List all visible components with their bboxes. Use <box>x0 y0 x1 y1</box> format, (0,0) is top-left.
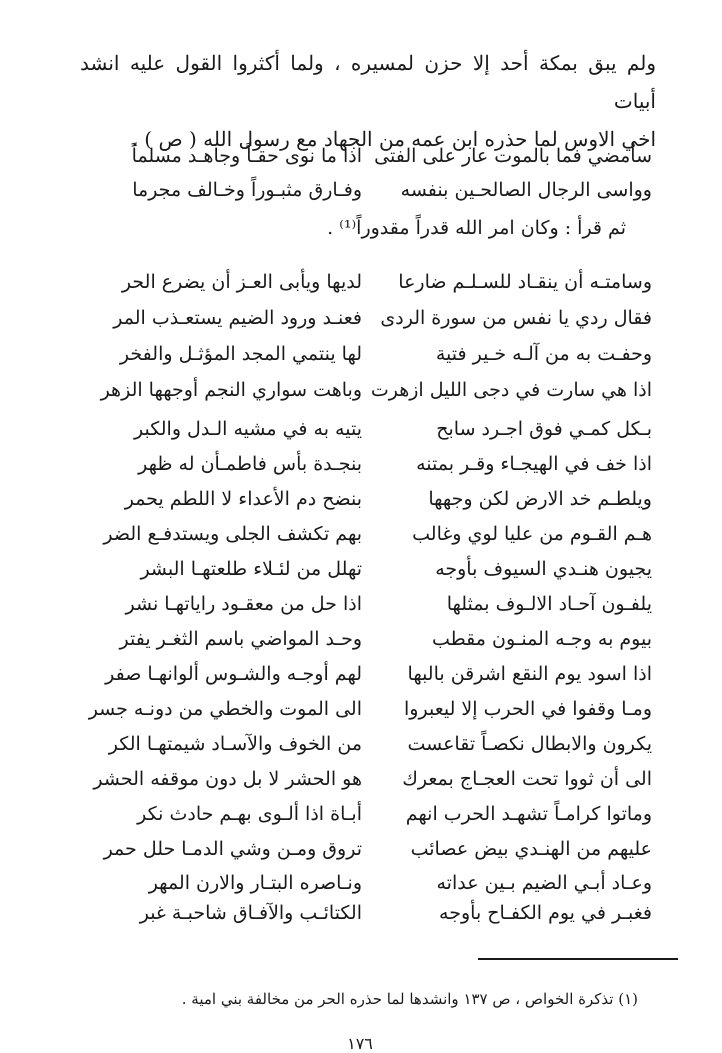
verse-first-hemistich: فقال ردي يا نفس من سورة الردى <box>380 307 652 329</box>
verse-first-hemistich: هـم القـوم من عليا لوي وغالب <box>412 523 652 545</box>
verse-second-hemistich: بهم تكشف الجلى ويستدفـع الضر <box>103 523 362 545</box>
verse <box>0 764 722 794</box>
verse <box>0 554 722 584</box>
verse-first-hemistich: وماتوا كرامـاً تشهـد الحرب انهم <box>405 803 652 825</box>
verse-first-hemistich: يجيون هنـدي السيوف بأوجه <box>435 558 652 580</box>
intro-line-2: اخي الاوس لما حذره ابن عمه من الجهاد مع رسول الله ( ص ) . <box>131 127 656 151</box>
verse-second-hemistich: ونـاصره البتـار والارن المهر <box>148 872 362 894</box>
verse-second-hemistich: تروق ومـن وشي الدمـا حلل حمر <box>103 838 362 860</box>
verse <box>0 484 722 514</box>
verse <box>0 799 722 829</box>
verse-first-hemistich: ومـا وقفوا في الحرب إلا ليعبروا <box>404 698 652 720</box>
footnote-divider <box>478 958 678 960</box>
quran-quote-line: ثم قرأ : وكان امر الله قدراً مقدوراً⁽¹⁾ . <box>327 217 626 239</box>
verse-first-hemistich: فغبـر في يوم الكفـاح بأوجه <box>439 902 652 924</box>
verse <box>0 898 722 928</box>
verse <box>0 624 722 654</box>
verse <box>0 339 722 369</box>
verse-second-hemistich: الى الموت والخطي من دونـه جسر <box>88 698 362 720</box>
verse-second-hemistich: أبـاة اذا ألـوى بهـم حادث نكر <box>137 803 362 825</box>
verse <box>0 414 722 444</box>
verse-second-hemistich: اذا حل من معقـود راياتهـا نشر <box>125 593 362 615</box>
verse-first-hemistich: يكرون والابطال نكصـاً تقاعست <box>407 733 652 755</box>
verse-first-hemistich: ويلطـم خد الارض لكن وجهها <box>428 488 652 510</box>
verse-first-hemistich: الى أن ثووا تحت العجـاج بمعرك <box>402 768 652 790</box>
verse-second-hemistich: تهلل من لئـلاء طلعتهـا البشر <box>140 558 362 580</box>
verse <box>0 141 722 171</box>
verse-first-hemistich: وسامتـه أن ينقـاد للسـلـم ضارعا <box>398 271 652 293</box>
verse <box>0 868 722 898</box>
verse <box>0 834 722 864</box>
verse-first-hemistich: وواسى الرجال الصالحـين بنفسه <box>400 179 652 201</box>
verse-first-hemistich: اذا خف في الهيجـاء وقـر بمتنه <box>416 453 652 475</box>
verse <box>0 729 722 759</box>
verse <box>0 375 722 405</box>
verse-second-hemistich: يتيه به في مشيه الـدل والكبر <box>134 418 362 440</box>
verse-second-hemistich: اذا ما نوى حقـاً وجاهـد مسلماً <box>131 145 362 167</box>
verse-second-hemistich: بنجـدة بأس فاطمـأن له ظهر <box>138 453 362 475</box>
page-number: ١٧٦ <box>347 1034 373 1053</box>
verse-first-hemistich: اذا هي سارت في دجى الليل ازهرت <box>370 379 652 401</box>
verse-second-hemistich: وباهت سواري النجم أوجهها الزهر <box>100 379 362 401</box>
verse-second-hemistich: وحـد المواضي باسم الثغـر يفتر <box>119 628 362 650</box>
verse <box>0 267 722 297</box>
verse-second-hemistich: من الخوف والآسـاد شيمتهـا الكر <box>108 733 362 755</box>
verse-second-hemistich: الكتائـب والآفـاق شاحبـة غبر <box>139 902 362 924</box>
intro-line-1: ولم يبق بمكة أحد إلا حزن لمسيره ، ولما أكثروا القول عليه انشد أبيات <box>80 51 656 113</box>
verse <box>0 589 722 619</box>
verse-first-hemistich: عليهم من الهنـدي بيض عصائب <box>410 838 652 860</box>
verse-second-hemistich: لهم أوجـه والشـوس ألوانهـا صفر <box>105 663 362 685</box>
verse-second-hemistich: بنضح دم الأعداء لا اللطم يحمر <box>124 488 362 510</box>
verse-second-hemistich: لديها ويأبى العـز أن يضرع الحر <box>121 271 362 293</box>
footnote: (١) تذكرة الخواص ، ص ١٣٧ وانشدها لما حذره الحر من مخالفة بني امية . <box>181 990 638 1008</box>
verse-first-hemistich: بيوم به وجـه المنـون مقطب <box>431 628 652 650</box>
verse <box>0 694 722 724</box>
verse-first-hemistich: وحفـت به من آلـه خـير فتية <box>435 343 652 365</box>
verse-first-hemistich: وعـاد أبـي الضيم بـين عداته <box>436 872 652 894</box>
verse-first-hemistich: بـكل كمـي فوق اجـرد سابح <box>436 418 652 440</box>
verse <box>0 449 722 479</box>
verse-first-hemistich: سأمضي فما بالموت عار على الفتى <box>374 145 652 167</box>
verse-second-hemistich: لها ينتمي المجد المؤثـل والفخر <box>119 343 362 365</box>
verse-first-hemistich: يلفـون آحـاد الالـوف بمثلها <box>446 593 652 615</box>
verse <box>0 303 722 333</box>
verse <box>0 519 722 549</box>
verse-second-hemistich: وفـارق مثبـوراً وخـالف مجرما <box>132 179 362 201</box>
verse-second-hemistich: هو الحشر لا بل دون موقفه الحشر <box>93 768 362 790</box>
verse-first-hemistich: اذا اسود يوم النقع اشرقن بالبها <box>407 663 652 685</box>
verse-second-hemistich: فعنـد ورود الضيم يستعـذب المر <box>113 307 362 329</box>
verse <box>0 659 722 689</box>
verse <box>0 175 722 205</box>
